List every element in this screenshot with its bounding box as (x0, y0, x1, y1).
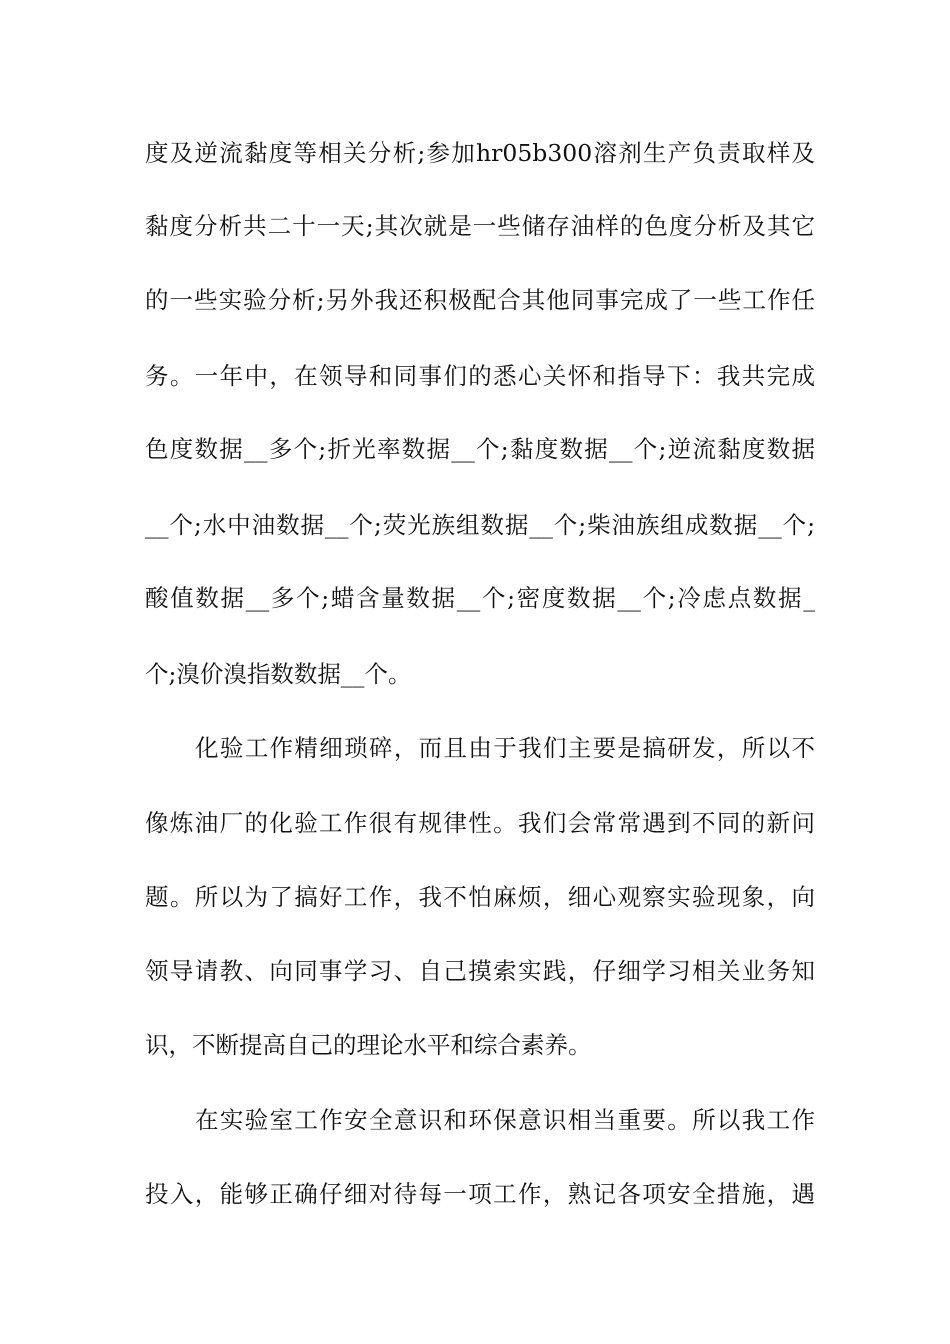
paragraph-line: 度及逆流黏度等相关分析;参加hr05b300溶剂生产负责取样及 (145, 139, 815, 167)
paragraph-first-line: 在实验室工作安全意识和环保意识相当重要。所以我工作 (195, 1106, 815, 1134)
paragraph-line: 黏度分析共二十一天;其次就是一些储存油样的色度分析及其它 (145, 212, 815, 240)
paragraph-line: 投入，能够正确仔细对待每一项工作，熟记各项安全措施，遇 (145, 1180, 815, 1208)
paragraph-line: __个;水中油数据__个;荧光族组数据__个;柴油族组成数据__个; (145, 511, 815, 539)
paragraph-line: 像炼油厂的化验工作很有规律性。我们会常常遇到不同的新问 (145, 809, 815, 837)
paragraph-first-line: 化验工作精细琐碎，而且由于我们主要是搞研发，所以不 (195, 734, 815, 762)
paragraph-line: 领导请教、向同事学习、自己摸索实践，仔细学习相关业务知 (145, 957, 815, 985)
paragraph-line: 个;溴价溴指数数据__个。 (145, 660, 412, 688)
paragraph-line: 的一些实验分析;另外我还积极配合其他同事完成了一些工作任 (145, 286, 815, 314)
paragraph-line: 题。所以为了搞好工作，我不怕麻烦，细心观察实验现象，向 (145, 883, 815, 911)
paragraph-line: 酸值数据__多个;蜡含量数据__个;密度数据__个;冷虑点数据_ (145, 584, 815, 612)
paragraph-line: 识，不断提高自己的理论水平和综合素养。 (145, 1031, 592, 1059)
paragraph-line: 务。一年中，在领导和同事们的悉心关怀和指导下：我共完成 (145, 362, 815, 390)
paragraph-line: 色度数据__多个;折光率数据__个;黏度数据__个;逆流黏度数据 (145, 435, 815, 463)
